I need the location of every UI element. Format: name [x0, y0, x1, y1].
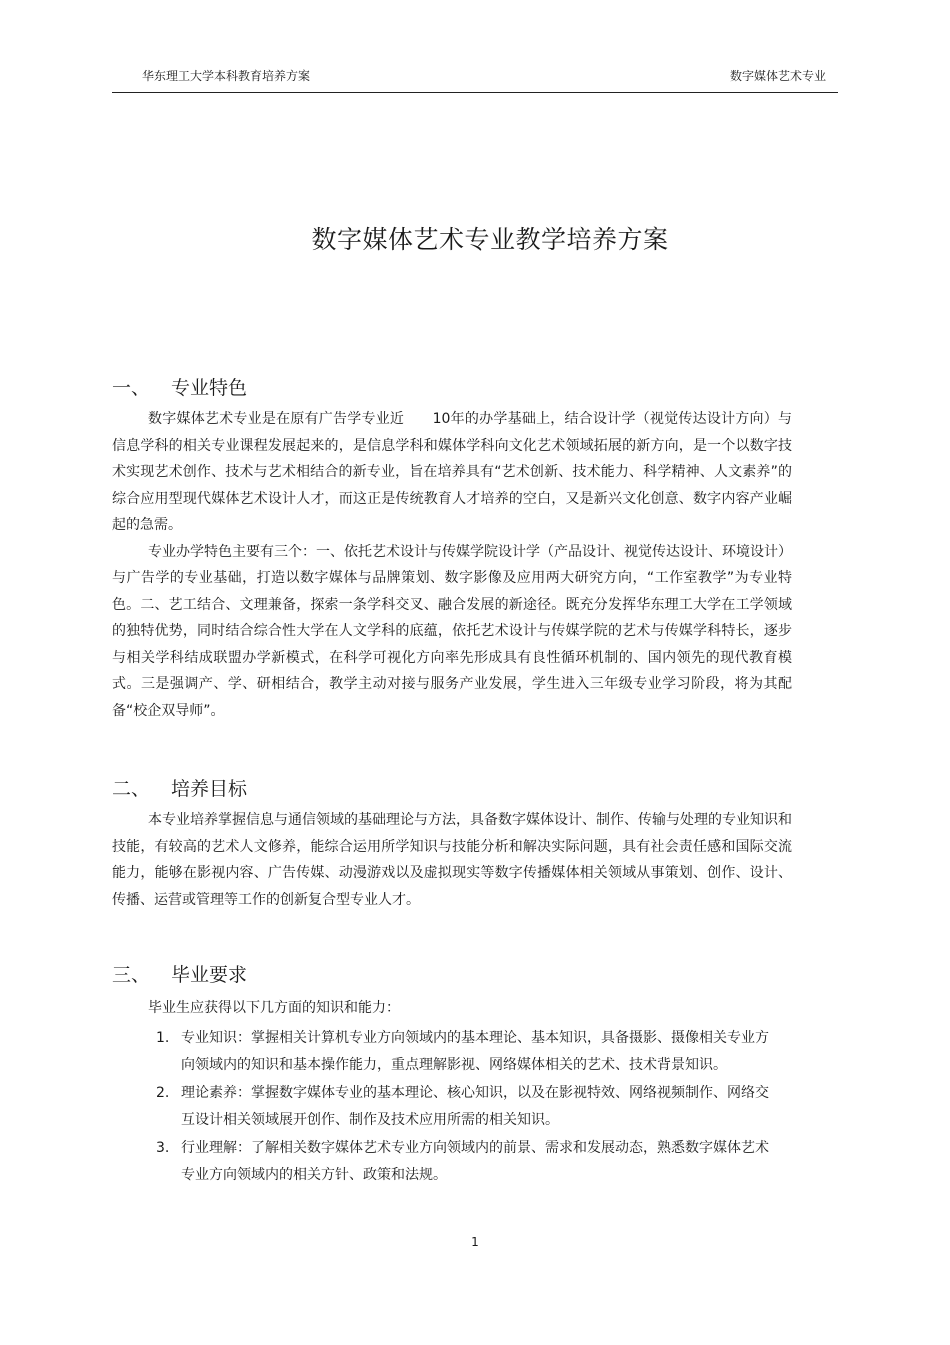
list-item-text: 理论素养：掌握数字媒体专业的基本理论、核心知识，以及在影视特效、网络视频制作、网络交互设计相关领域展开创作、制作及技术应用所需的相关知识。 [181, 1085, 769, 1128]
section-number: 三、 [112, 964, 151, 986]
requirements-intro: 毕业生应获得以下几方面的知识和能力： [148, 1000, 400, 1016]
list-item-number: 2. [156, 1085, 170, 1101]
section-title: 专业特色 [171, 377, 248, 399]
requirements-list [112, 1025, 812, 1188]
paragraph: 专业办学特色主要有三个：一、依托艺术设计与传媒学院设计学（产品设计、视觉传达设计、环境设计）与广告学的专业基础，打造以数字媒体与品牌策划、数字影像及应用两大研究方向，“工作室教学”为专业特色。二、艺工结合、文理兼备，探索一条学科交叉、融合发展的新途径。既充分发挥华东理工大学在工学领域的独特优势，同时结合综合性大学在人文学科的底蕴，依托艺术设计与传媒学院的艺术与传媒学科特长，逐步与相关学科结成联盟办学新模式，在科学可视化方向率先形成具有良性循环机制的、国内领先的现代教育模式。三是强调产、学、研相结合，教学主动对接与服务产业发展，学生进入三年级专业学习阶段，将为其配备“校企双导师”。 [112, 543, 792, 719]
page-header [112, 62, 838, 93]
section-number: 二、 [112, 778, 151, 800]
header-school-title: 华东理工大学本科教育培养方案 [142, 69, 311, 83]
section-heading [112, 960, 812, 990]
section-number: 一、 [112, 377, 151, 399]
list-item [112, 1080, 771, 1133]
list-item-number: 3. [156, 1140, 170, 1156]
section-heading [112, 774, 812, 804]
list-item-number: 1. [156, 1030, 170, 1046]
section-requirements [112, 960, 812, 1190]
paragraph: 本专业培养掌握信息与通信领域的基础理论与方法，具备数字媒体设计、制作、传输与处理的专业知识和技能，有较高的艺术人文修养，能综合运用所学知识与技能分析和解决实际问题，具有社会责任感和国际交流能力，能够在影视内容、广告传媒、动漫游戏以及虚拟现实等数字传播媒体相关领域从事策划、创作、设计、传播、运营或管理等工作的创新复合型专业人才。 [112, 812, 792, 908]
section-title: 培养目标 [171, 778, 248, 800]
section-goals [112, 774, 812, 913]
document-title: 数字媒体艺术专业教学培养方案 [311, 225, 669, 254]
header-major-title: 数字媒体艺术专业 [729, 69, 826, 83]
list-item [112, 1025, 771, 1078]
list-item-text: 行业理解：了解相关数字媒体艺术专业方向领域内的前景、需求和发展动态，熟悉数字媒体艺术专业方向领域内的相关方针、政策和法规。 [181, 1140, 769, 1183]
list-item-text: 专业知识：掌握相关计算机专业方向领域内的基本理论、基本知识，具备摄影、摄像相关专业方向领域内的知识和基本操作能力，重点理解影视、网络媒体相关的艺术、技术背景知识。 [181, 1030, 769, 1073]
paragraph: 数字媒体艺术专业是在原有广告学专业近 10年的办学基础上，结合设计学（视觉传达设计方向）与信息学科的相关专业课程发展起来的，是信息学科和媒体学科向文化艺术领域拓展的新方向，是一个以数字技术实现艺术创作、技术与艺术相结合的新专业，旨在培养具有“艺术创新、技术能力、科学精神、人文素养”的综合应用型现代媒体艺术设计人才，而这正是传统教育人才培养的空白，又是新兴文化创意、数字内容产业崛起的急需。 [112, 411, 792, 533]
section-title: 毕业要求 [171, 964, 248, 986]
list-item [112, 1135, 771, 1188]
page-number: 1 [471, 1235, 479, 1249]
section-heading [112, 373, 812, 403]
section-features [112, 373, 812, 724]
